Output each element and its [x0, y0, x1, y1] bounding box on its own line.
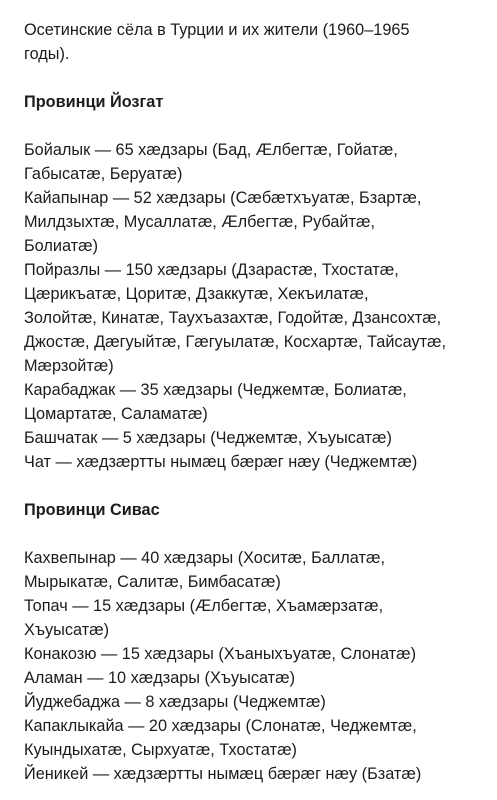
village-karabacak: Карабаджак — 35 хæдзары (Чеджемтæ, Болиатæ, Цомартатæ, Саламатæ) [24, 381, 407, 423]
title-line-1: Осетинские сёла в Турции и их жители (1960–1965 [24, 21, 410, 39]
village-chat: Чат — хæдзæртты нымæц бæрæг нæу (Чеджемтæ) [24, 453, 418, 471]
village-yenikey: Йеникей — хæдзæртты нымæц бæрæг нæу (Бзатæ) [24, 765, 422, 783]
village-alaman: Аламан — 10 хæдзары (Хъуысатæ) [24, 669, 296, 687]
document-page [24, 18, 490, 786]
village-konakozyu: Конакозю — 15 хæдзары (Хъаныхъуатæ, Слонатæ) [24, 645, 417, 663]
village-kahvepinar: Кахвепынар — 40 хæдзары (Хоситæ, Баллатæ, Мырыкатæ, Салитæ, Бимбасатæ) [24, 549, 385, 591]
village-topach: Топач — 15 хæдзары (Æлбегтæ, Хъамæрзатæ, Хъуысатæ) [24, 597, 384, 639]
village-list-yozgat [24, 138, 490, 474]
village-yudzhebadzha: Йуджебаджа — 8 хæдзары (Чеджемтæ) [24, 693, 326, 711]
section-heading-sivas: Провинци Сивас [24, 501, 160, 519]
village-boyalik: Бойалык — 65 хæдзары (Бад, Æлбегтæ, Гойатæ, Габысатæ, Беруатæ) [24, 141, 398, 183]
section-heading-yozgat: Провинци Йозгат [24, 93, 164, 111]
village-bashchatak: Башчатак — 5 хæдзары (Чеджемтæ, Хъуысатæ) [24, 429, 392, 447]
village-list-sivas [24, 546, 490, 786]
document-title [24, 18, 490, 66]
village-poyrazli: Пойразлы — 150 хæдзары (Дзарастæ, Тхостатæ, Цæрикъатæ, Цоритæ, Дзаккутæ, Хекъилатæ, Золойтæ, Кинатæ, Таухъазахтæ, Годойтæ, Дзансохтæ, Джостæ, Дæгуыйтæ, Гæгуылатæ, Косхартæ, Тайсаутæ, Мæрзойтæ) [24, 261, 447, 375]
title-line-2: годы). [24, 45, 70, 63]
village-kapaklikaya: Капаклыкайа — 20 хæдзары (Слонатæ, Чеджемтæ, Куындыхатæ, Сырхуатæ, Тхостатæ) [24, 717, 417, 759]
village-kayapinar: Кайапынар — 52 хæдзары (Сæбæтхъуатæ, Бзартæ, Милдзыхтæ, Мусаллатæ, Æлбегтæ, Рубайтæ, Болиатæ) [24, 189, 422, 255]
